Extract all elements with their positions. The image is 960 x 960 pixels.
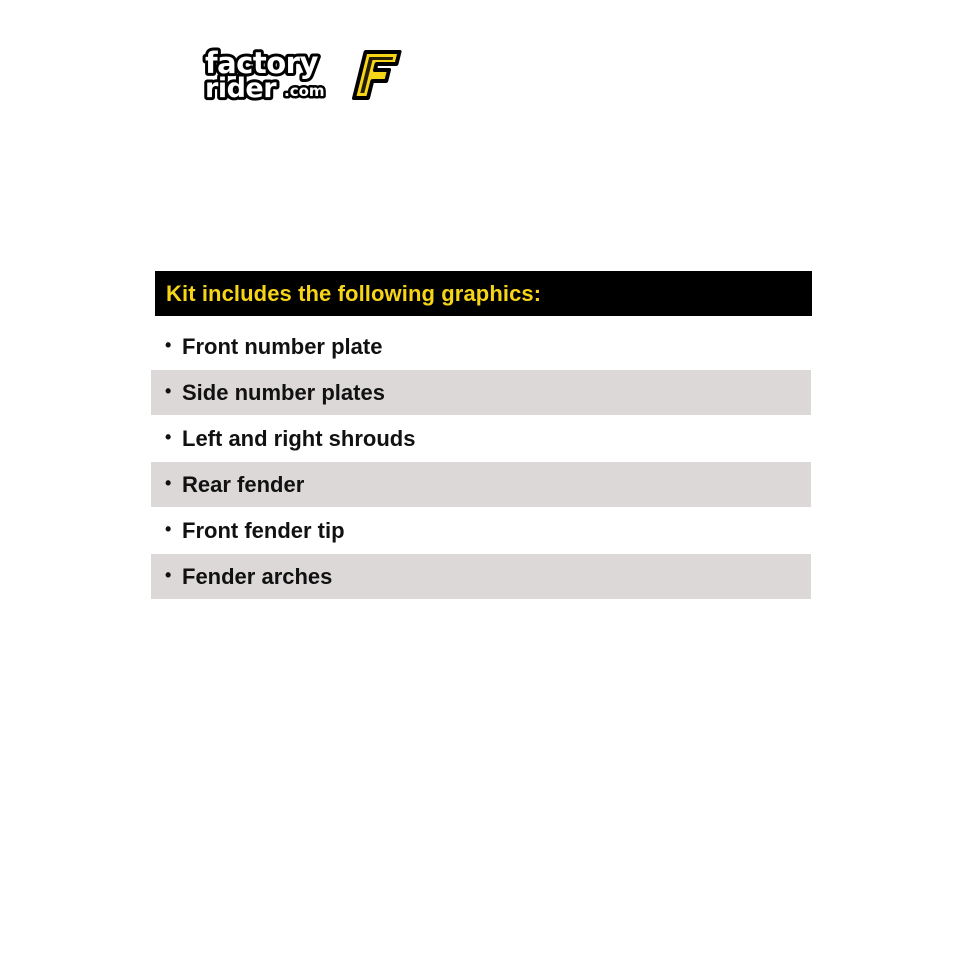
- list-item: [151, 462, 811, 507]
- bullet-icon: •: [165, 564, 172, 585]
- bullet-icon: •: [165, 426, 172, 447]
- logo-line2: rider: [205, 73, 277, 104]
- bullet-icon: •: [165, 380, 172, 401]
- list-item: [151, 370, 811, 415]
- logo-f-badge-icon: [354, 52, 399, 98]
- list-item-label: Fender arches: [182, 563, 333, 589]
- factoryrider-logo: [202, 44, 402, 104]
- list-item: [151, 416, 811, 461]
- list-item-label: Side number plates: [182, 379, 385, 405]
- list-item: [151, 508, 811, 553]
- logo-line1: factory: [205, 46, 318, 80]
- kit-graphics-list: [151, 324, 811, 600]
- logo-suffix: .com: [284, 82, 325, 100]
- bullet-icon: •: [165, 518, 172, 539]
- kit-includes-header: [155, 271, 812, 316]
- list-item-label: Front fender tip: [182, 517, 345, 543]
- kit-includes-title: Kit includes the following graphics:: [166, 280, 542, 306]
- list-item: [151, 324, 811, 369]
- list-item: [151, 554, 811, 599]
- list-item-label: Rear fender: [182, 471, 305, 497]
- bullet-icon: •: [165, 472, 172, 493]
- bullet-icon: •: [165, 334, 172, 355]
- list-item-label: Left and right shrouds: [182, 425, 416, 451]
- factoryrider-logo-graphic: [202, 44, 402, 104]
- list-item-label: Front number plate: [182, 333, 383, 359]
